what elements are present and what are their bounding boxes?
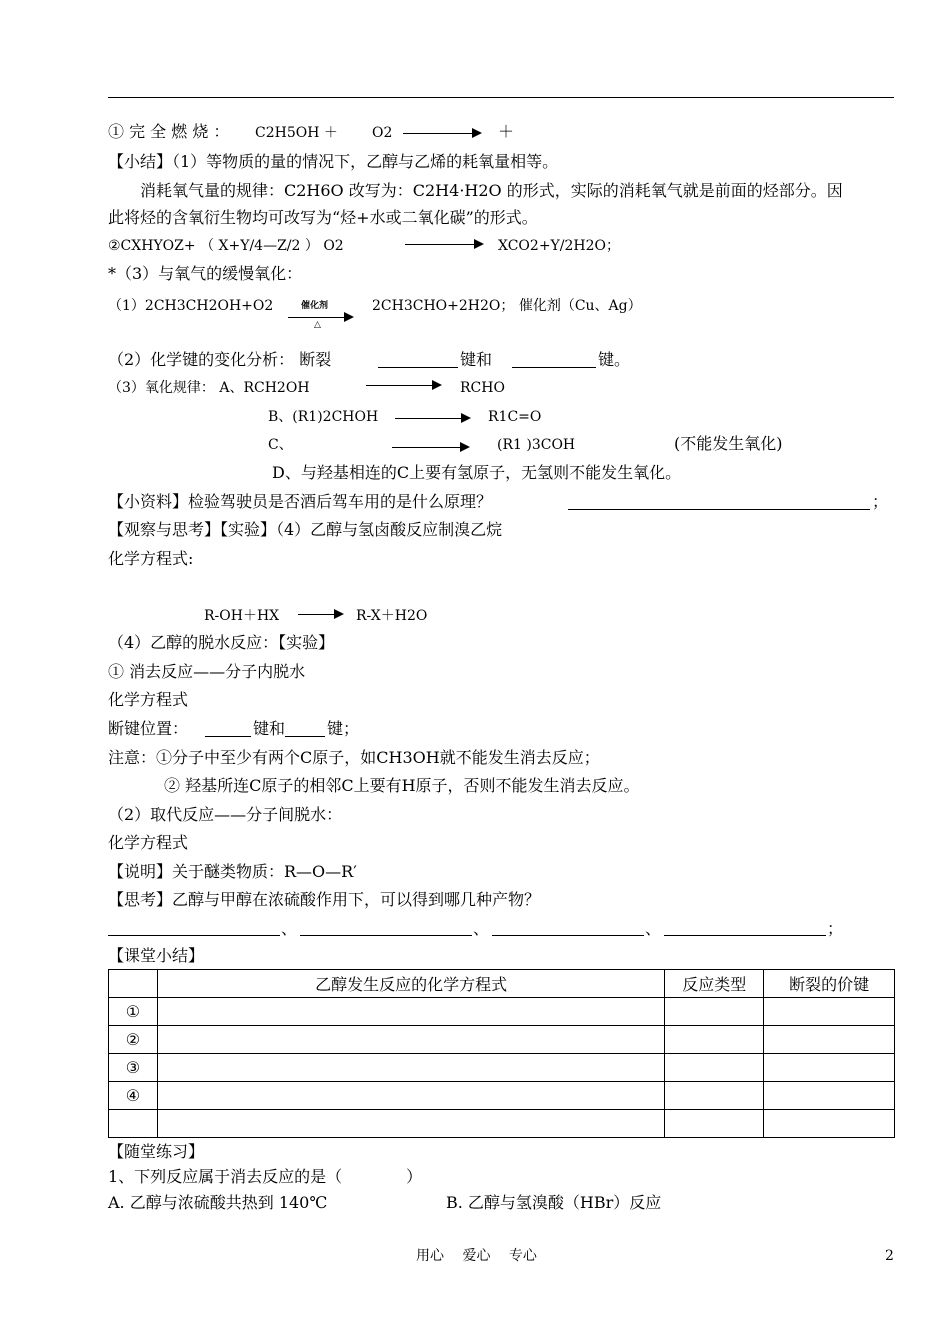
page-number: 2 bbox=[885, 1248, 894, 1264]
oxidation-rule-a-right: RCHO bbox=[460, 380, 505, 396]
practice-heading: 【随堂练习】 bbox=[108, 1142, 205, 1161]
row-number bbox=[109, 1110, 158, 1138]
row-number: ③ bbox=[109, 1054, 158, 1082]
answer-blank bbox=[568, 509, 870, 510]
summary-line: 【小结】（1）等物质的量的情况下，乙醇与乙烯的耗氧量相等。 bbox=[108, 152, 559, 171]
separator: 、 bbox=[281, 919, 298, 938]
type-cell bbox=[665, 1082, 764, 1110]
slow-oxidation-heading: *（3）与氧气的缓慢氧化： bbox=[108, 264, 303, 283]
oxidation-rule-a-left: （3）氧化规律： A、RCH2OH bbox=[108, 380, 310, 396]
row-number: ① bbox=[109, 998, 158, 1026]
bond-cell bbox=[764, 1026, 895, 1054]
answer-blank bbox=[512, 367, 596, 368]
hx-equation-left: R-OH＋HX bbox=[204, 608, 280, 624]
break-position-c: 键； bbox=[327, 719, 360, 738]
answer-blank bbox=[285, 736, 325, 737]
equation-cell bbox=[157, 1054, 664, 1082]
type-cell bbox=[665, 998, 764, 1026]
equation-label: 化学方程式 bbox=[108, 833, 189, 852]
answer-blank bbox=[378, 367, 458, 368]
dehydration-heading: （4）乙醇的脱水反应：【实验】 bbox=[108, 633, 335, 652]
answer-blank bbox=[205, 736, 251, 737]
answer-blank bbox=[492, 935, 644, 936]
equation-cell bbox=[157, 1110, 664, 1138]
note-line-2: ② 羟基所连C原子的相邻C上要有H原子，否则不能发生消去反应。 bbox=[164, 776, 640, 795]
catalytic-equation-right: 2CH3CHO+2H2O； 催化剂（Cu、Ag） bbox=[372, 298, 642, 314]
row-number: ② bbox=[109, 1026, 158, 1054]
semicolon: ； bbox=[827, 919, 844, 938]
reaction-arrow bbox=[395, 418, 469, 419]
answer-blank bbox=[108, 935, 280, 936]
reaction-arrow bbox=[366, 385, 440, 386]
combustion-o2: O2 bbox=[372, 125, 393, 141]
equation-cell bbox=[157, 1026, 664, 1054]
think-question: 【思考】乙醇与甲醇在浓硫酸作用下，可以得到哪几种产物？ bbox=[108, 890, 541, 909]
table-row bbox=[109, 1054, 895, 1082]
option-a: A. 乙醇与浓硫酸共热到 140℃ bbox=[108, 1193, 328, 1212]
table-header-row bbox=[109, 970, 895, 998]
oxidation-rule-d: D、与羟基相连的C上要有氢原子，无氢则不能发生氧化。 bbox=[272, 463, 682, 482]
catalytic-arrow bbox=[288, 317, 352, 318]
separator: 、 bbox=[645, 919, 662, 938]
table-row bbox=[109, 1082, 895, 1110]
combustion-lead: ① 完 全 燃 烧 ： bbox=[108, 122, 230, 141]
reaction-arrow bbox=[405, 244, 482, 245]
equation-label: 化学方程式: bbox=[108, 549, 194, 568]
oxidation-rule-b-left: B、(R1)2CHOH bbox=[268, 409, 379, 425]
bond-cell bbox=[764, 1054, 895, 1082]
reaction-arrow bbox=[403, 133, 480, 134]
combustion-plus: ＋ bbox=[498, 122, 515, 141]
hx-equation-right: R-X＋H2O bbox=[356, 608, 428, 624]
class-summary-heading: 【课堂小结】 bbox=[108, 946, 205, 965]
ether-note: 【说明】关于醚类物质：R—O—R′ bbox=[108, 862, 357, 881]
break-position-a: 断键位置： bbox=[108, 719, 189, 738]
info-end: ； bbox=[872, 492, 889, 511]
table-header-cell: 反应类型 bbox=[665, 970, 764, 998]
reaction-arrow bbox=[392, 447, 468, 448]
heat-symbol: △ bbox=[314, 320, 321, 330]
summary-table bbox=[108, 969, 895, 1138]
footer-motto: 用心 爱心 专心 bbox=[416, 1248, 537, 1264]
oxygen-rule-line-1: 消耗氧气量的规律：C2H6O 改写为：C2H4·H2O 的形式，实际的消耗氧气就是前面的烃部分。因 bbox=[140, 181, 843, 200]
oxidation-rule-c-left: C、 bbox=[268, 437, 293, 453]
bond-cell bbox=[764, 1110, 895, 1138]
separator: 、 bbox=[473, 919, 490, 938]
general-equation-left: ②CXHYOZ+ （ X+Y/4—Z/2 ） O2 bbox=[108, 238, 344, 254]
type-cell bbox=[665, 1110, 764, 1138]
oxidation-rule-c-right: (R1 )3COH bbox=[497, 437, 576, 453]
bond-analysis-b: 键和 bbox=[460, 350, 493, 369]
oxygen-rule-line-2: 此将烃的含氧衍生物均可改写为“烃+水或二氧化碳”的形式。 bbox=[108, 208, 538, 227]
general-equation-right: XCO2+Y/2H2O； bbox=[498, 238, 621, 254]
equation-label: 化学方程式 bbox=[108, 690, 189, 709]
question-1: 1、下列反应属于消去反应的是（ ） bbox=[108, 1167, 423, 1186]
oxidation-rule-b-right: R1C=O bbox=[488, 409, 542, 425]
elimination-heading: ① 消去反应——分子内脱水 bbox=[108, 662, 306, 681]
table-header-cell bbox=[109, 970, 158, 998]
table-header-cell: 乙醇发生反应的化学方程式 bbox=[157, 970, 664, 998]
answer-blank bbox=[664, 935, 826, 936]
type-cell bbox=[665, 1026, 764, 1054]
substitution-heading: （2）取代反应——分子间脱水： bbox=[108, 805, 343, 824]
info-question: 【小资料】检验驾驶员是否酒后驾车用的是什么原理？ bbox=[108, 492, 493, 511]
row-number: ④ bbox=[109, 1082, 158, 1110]
option-b: B. 乙醇与氢溴酸（HBr）反应 bbox=[446, 1193, 662, 1212]
bond-cell bbox=[764, 998, 895, 1026]
observe-heading: 【观察与思考】【实验】（4）乙醇与氢卤酸反应制溴乙烷 bbox=[108, 520, 503, 539]
catalyst-label: 催化剂 bbox=[301, 301, 329, 311]
equation-cell bbox=[157, 998, 664, 1026]
type-cell bbox=[665, 1054, 764, 1082]
combustion-reactant: C2H5OH ＋ bbox=[255, 125, 338, 141]
table-row bbox=[109, 1110, 895, 1138]
bond-cell bbox=[764, 1082, 895, 1110]
table-header-cell: 断裂的价键 bbox=[764, 970, 895, 998]
reaction-arrow bbox=[298, 614, 342, 615]
oxidation-rule-c-note: (不能发生氧化) bbox=[674, 434, 783, 453]
note-line-1: 注意：①分子中至少有两个C原子，如CH3OH就不能发生消去反应； bbox=[108, 748, 600, 767]
bond-analysis-a: （2）化学键的变化分析： 断裂 bbox=[108, 350, 332, 369]
catalytic-equation-left: （1）2CH3CH2OH+O2 bbox=[108, 298, 274, 314]
break-position-b: 键和 bbox=[253, 719, 286, 738]
equation-cell bbox=[157, 1082, 664, 1110]
bond-analysis-c: 键。 bbox=[598, 350, 631, 369]
table-row bbox=[109, 998, 895, 1026]
answer-blank bbox=[300, 935, 472, 936]
table-row bbox=[109, 1026, 895, 1054]
header-rule bbox=[108, 97, 894, 98]
